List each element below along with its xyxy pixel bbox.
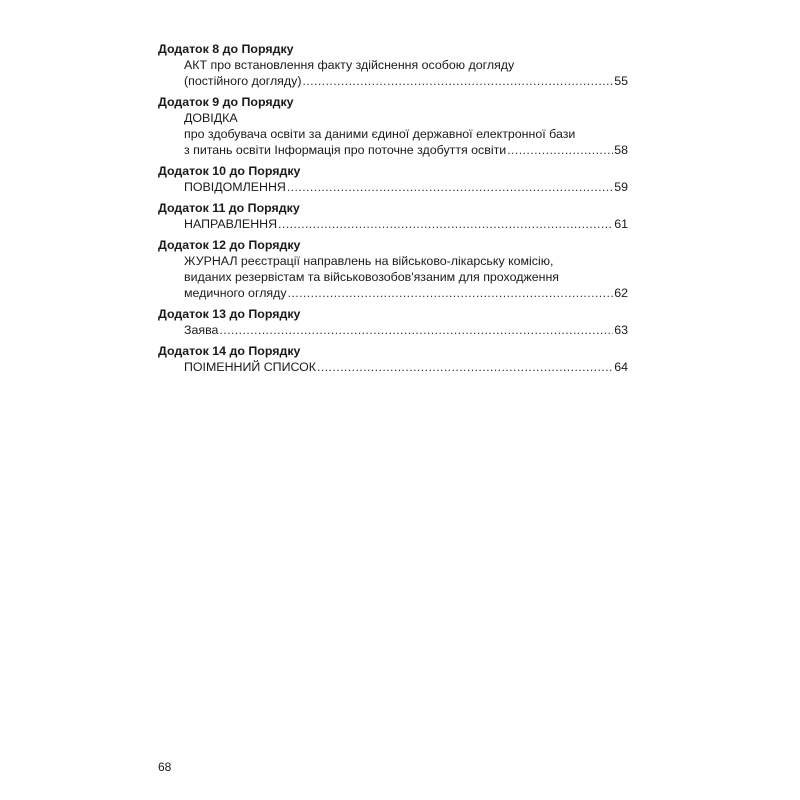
toc-entry-title: Додаток 9 до Порядку [158,95,294,109]
toc-entry-line: з питань освіти Інформація про поточне здобуття освіти [184,143,507,157]
dot-leader [278,216,613,232]
toc-entry-addendum-14[interactable] [158,343,628,375]
toc-entry-addendum-8[interactable] [158,41,628,89]
toc-entry-line: ПОІМЕННИЙ СПИСОК [184,360,317,374]
dot-leader [287,179,613,195]
dot-leader [219,322,613,338]
toc-entry-title: Додаток 10 до Порядку [158,164,301,178]
toc-entry-addendum-13[interactable] [158,306,628,338]
dot-leader [302,73,613,89]
toc-entry-line: про здобувача освіти за даними єдиної державної електронної бази [184,127,576,141]
toc-entry-line: медичного огляду [184,286,287,300]
toc-entry-line: ПОВІДОМЛЕННЯ [184,180,286,194]
dot-leader [288,285,613,301]
toc-entry-line: АКТ про встановлення факту здійснення особою догляду [184,58,515,72]
page-number-footer: 68 [158,760,172,774]
toc-entry-line: Заява [184,323,219,337]
toc-entry-line: (постійного догляду) [184,74,302,88]
dot-leader [317,359,613,375]
toc-entry-line: ЖУРНАЛ реєстрації направлень на військово-лікарську комісію, [184,254,554,268]
toc-entry-addendum-9[interactable] [158,94,628,158]
toc-entry-addendum-11[interactable] [158,200,628,232]
toc-entry-line: ДОВІДКА [184,111,238,125]
dot-leader [507,142,613,158]
toc-page-number: 58 [614,143,628,157]
table-of-contents [158,41,628,380]
toc-entry-title: Додаток 14 до Порядку [158,344,301,358]
toc-page-number: 62 [614,286,628,300]
toc-entry-addendum-12[interactable] [158,237,628,301]
toc-page-number: 55 [614,74,628,88]
toc-entry-addendum-10[interactable] [158,163,628,195]
toc-entry-line: виданих резервістам та військовозобов'язаним для проходження [184,270,560,284]
toc-page-number: 59 [614,180,628,194]
toc-entry-title: Додаток 11 до Порядку [158,201,300,215]
toc-entry-title: Додаток 8 до Порядку [158,42,294,56]
toc-entry-title: Додаток 12 до Порядку [158,238,301,252]
toc-page-number: 64 [614,360,628,374]
toc-entry-line: НАПРАВЛЕННЯ [184,217,278,231]
toc-entry-title: Додаток 13 до Порядку [158,307,301,321]
toc-page-number: 61 [614,217,628,231]
toc-page-number: 63 [614,323,628,337]
